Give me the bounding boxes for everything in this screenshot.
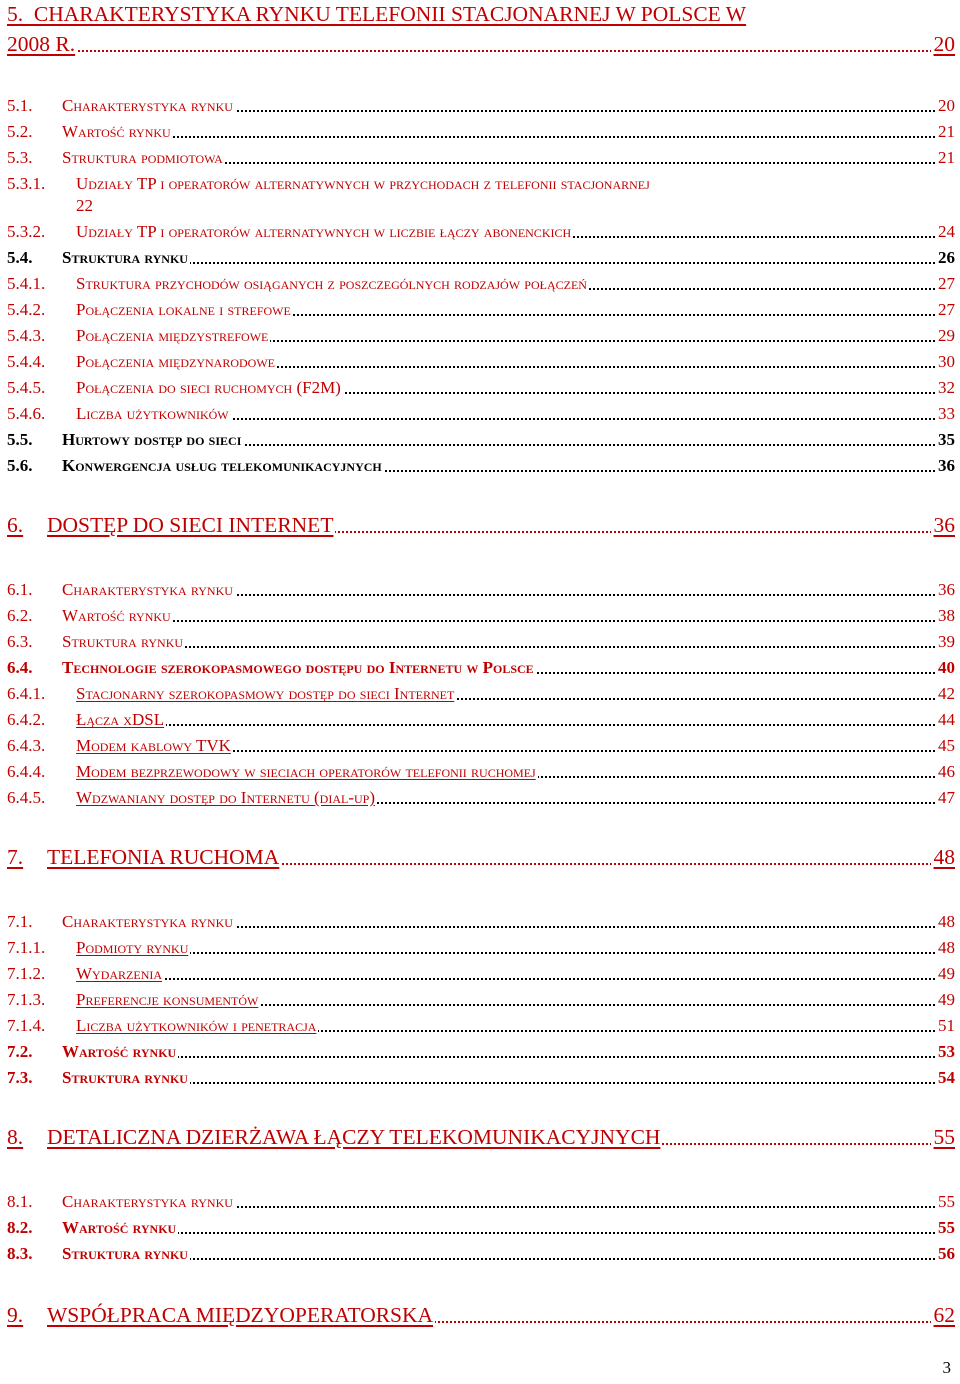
toc-entry-page: 32 (935, 378, 955, 398)
toc-entry-page: 48 (935, 912, 955, 932)
toc-entry-title: Struktura przychodów osiąganych z poszczególnych rodzajów połączeń (76, 274, 587, 293)
toc-entry-line (62, 580, 955, 600)
toc-entry-page: 27 (935, 300, 955, 320)
toc-entry-number: 7.2. (7, 1042, 33, 1061)
toc-entry-number: 8.2. (7, 1218, 33, 1237)
toc-entry-line (62, 430, 955, 450)
toc-entry-title: Charakterystyka rynku (62, 1192, 233, 1211)
toc-entry-title: Charakterystyka rynku (62, 96, 233, 115)
toc-entry-line (76, 222, 955, 242)
toc-entry-title: Modem kablowy TVK (76, 736, 231, 755)
toc-entry-page: 26 (935, 248, 955, 268)
dot-leader (62, 1232, 955, 1234)
toc-entry-title: Połączenia międzystrefowe (76, 326, 269, 345)
toc-entry-number: 5.4.4. (7, 352, 46, 371)
dot-leader (62, 262, 955, 264)
toc-entry-line (76, 938, 955, 958)
toc-entry-line (76, 964, 955, 984)
toc-entry-line (76, 710, 955, 730)
toc-entry-number: 9. (7, 1303, 24, 1327)
dot-leader (62, 646, 955, 648)
toc-entry-title: Charakterystyka rynku (62, 580, 233, 599)
toc-entry-title: Struktura podmiotowa (62, 148, 223, 167)
toc-entry-title: Preferencje konsumentów (76, 990, 259, 1009)
toc-entry-line (62, 658, 955, 678)
toc-entry-title: Technologie szerokopasmowego dostępu do Internetu w Polsce (62, 658, 534, 677)
toc-entry-line (47, 513, 955, 538)
toc-entry-title: DETALICZNA DZIERŻAWA ŁĄCZY TELEKOMUNIKACYJNYCH (47, 1125, 661, 1149)
toc-entry-title: Liczba użytkowników (76, 404, 229, 423)
toc-entry-title: TELEFONIA RUCHOMA (47, 845, 280, 869)
toc-entry-number: 5.1. (7, 96, 33, 115)
toc-entry-page: 44 (935, 710, 955, 730)
toc-entry-page: 48 (931, 845, 956, 870)
toc-entry-title: Połączenia do sieci ruchomych (F2M) (76, 378, 341, 397)
toc-entry-title: Wartość rynku (62, 1042, 177, 1061)
toc-entry-number: 6. (7, 513, 24, 537)
toc-entry-number: 7.1.2. (7, 964, 46, 983)
toc-entry-line (62, 122, 955, 142)
toc-entry-line (76, 762, 955, 782)
toc-entry-number: 6.3. (7, 632, 33, 651)
toc-entry-number: 5.3.2. (7, 222, 46, 241)
toc-entry-number: 6.4.4. (7, 762, 46, 781)
toc-entry-title: Struktura rynku (62, 632, 184, 651)
toc-entry-title: Wartość rynku (62, 1218, 177, 1237)
toc-entry-number: 5.5. (7, 430, 33, 449)
toc-entry-number: 5.4.3. (7, 326, 46, 345)
toc-entry-number: 8. (7, 1125, 24, 1149)
toc-entry-page: 29 (935, 326, 955, 346)
toc-entry-title: Połączenia międzynarodowe (76, 352, 276, 371)
toc-entry-number: 6.1. (7, 580, 33, 599)
toc-entry-title: Podmioty rynku (76, 938, 189, 957)
toc-entry-number: 5.3. (7, 148, 33, 167)
toc-entry-line (62, 1218, 955, 1238)
toc-entry-page: 30 (935, 352, 955, 372)
toc-entry-number: 8.1. (7, 1192, 33, 1211)
toc-entry-page: 45 (935, 736, 955, 756)
toc-entry-page: 36 (935, 456, 955, 476)
toc-entry-page: 55 (935, 1218, 955, 1238)
toc-entry-line (76, 404, 955, 424)
toc-entry-number: 6.4.2. (7, 710, 46, 729)
toc-entry-number: 7.1.3. (7, 990, 46, 1009)
toc-entry-title: Struktura rynku (62, 1244, 188, 1263)
toc-entry-number: 8.3. (7, 1244, 33, 1263)
toc-entry-number: 6.2. (7, 606, 33, 625)
dot-leader (62, 620, 955, 622)
toc-entry-line (62, 1244, 955, 1264)
toc-entry-page: 21 (935, 122, 955, 142)
toc-entry-title: Łącza xDSL (76, 710, 165, 729)
toc-entry-line (76, 174, 955, 194)
dot-leader (62, 1258, 955, 1260)
toc-entry-page: 56 (935, 1244, 955, 1264)
toc-entry-title: Konwergencja usług telekomunikacyjnych (62, 456, 382, 475)
dot-leader (62, 136, 955, 138)
dot-leader (76, 978, 955, 980)
toc-entry-line (76, 788, 955, 808)
toc-entry-title: Stacjonarny szerokopasmowy dostęp do sieci Internet (76, 684, 455, 703)
toc-entry-number: 5.2. (7, 122, 33, 141)
toc-entry-title: Wartość rynku (62, 606, 171, 625)
toc-entry-page: 39 (935, 632, 955, 652)
toc-entry-number: 7.3. (7, 1068, 33, 1087)
toc-entry-line (76, 274, 955, 294)
toc-entry-page: 46 (935, 762, 955, 782)
toc-entry-title: Struktura rynku (62, 248, 188, 267)
toc-entry-number: 5.4.6. (7, 404, 46, 423)
toc-entry-line (76, 1016, 955, 1036)
toc-entry-page: 48 (935, 938, 955, 958)
toc-entry-line (47, 1303, 955, 1328)
toc-entry-line (62, 148, 955, 168)
toc-entry-title: Udziały TP i operatorów alternatywnych w liczbie łączy abonenckich (76, 222, 572, 241)
toc-entry-number: 5.4. (7, 248, 33, 267)
toc-entry-page: 21 (935, 148, 955, 168)
toc-entry-line (62, 456, 955, 476)
toc-entry-title: Udziały TP i operatorów alternatywnych w przychodach z telefonii stacjonarnej (76, 174, 650, 193)
dot-leader (76, 724, 955, 726)
toc-entry-title: DOSTĘP DO SIECI INTERNET (47, 513, 334, 537)
toc-entry-page: 42 (935, 684, 955, 704)
toc-entry-line (76, 352, 955, 372)
toc-entry-page: 53 (935, 1042, 955, 1062)
toc-entry-line (76, 326, 955, 346)
toc-entry-title: Charakterystyka rynku (62, 912, 233, 931)
page-number: 3 (942, 1358, 951, 1377)
toc-entry-number: 6.4.3. (7, 736, 46, 755)
toc-entry-number: 7. (7, 845, 24, 869)
toc-entry-line (62, 606, 955, 626)
toc-entry-line (76, 990, 955, 1010)
toc-entry-title: Wdzwaniany dostęp do Internetu (dial-up) (76, 788, 376, 807)
toc-entry-number: 5.4.2. (7, 300, 46, 319)
toc-entry-number: 5.3.1. (7, 174, 46, 193)
toc-entry-number: 5.4.1. (7, 274, 46, 293)
toc-entry-title: Modem bezprzewodowy w sieciach operatorów telefonii ruchomej (76, 762, 536, 781)
dot-leader (62, 1056, 955, 1058)
toc-entry-line (76, 378, 955, 398)
toc-entry-page: 20 (935, 96, 955, 116)
toc-entry-line (47, 845, 955, 870)
toc-entry-page: 40 (935, 658, 955, 678)
toc-entry-number: 7.1.1. (7, 938, 46, 957)
toc-entry-page: 36 (935, 580, 955, 600)
toc-entry-title: Wydarzenia (76, 964, 163, 983)
dot-leader (62, 1082, 955, 1084)
toc-entry-page: 49 (935, 990, 955, 1010)
toc-entry-page: 49 (935, 964, 955, 984)
toc-entry-title: Hurtowy dostęp do sieci (62, 430, 242, 449)
toc-entry-line (62, 1192, 955, 1212)
toc-entry-page: 62 (931, 1303, 956, 1328)
toc-entry-number: 6.4. (7, 658, 33, 677)
toc-entry-number: 5.6. (7, 456, 33, 475)
toc-entry-page: 47 (935, 788, 955, 808)
toc-entry-page: 36 (931, 513, 956, 538)
toc-entry-line (76, 684, 955, 704)
toc-entry-line (76, 736, 955, 756)
toc-entry-line (62, 1068, 955, 1088)
toc-entry-number: 7.1.4. (7, 1016, 46, 1035)
toc-entry-line (62, 96, 955, 116)
toc-entry-line (62, 632, 955, 652)
toc-entry-line (62, 1042, 955, 1062)
toc-entry-page: 51 (935, 1016, 955, 1036)
toc-entry-page: 55 (935, 1192, 955, 1212)
toc-entry-number: 7.1. (7, 912, 33, 931)
toc-entry-title: Liczba użytkowników i penetracja (76, 1016, 317, 1035)
toc-entry-line (62, 912, 955, 932)
toc-entry-page: 54 (935, 1068, 955, 1088)
toc-entry-title: Wartość rynku (62, 122, 171, 141)
toc-entry-page: 38 (935, 606, 955, 626)
toc-entry-page: 24 (935, 222, 955, 242)
toc-entry-page: 33 (935, 404, 955, 424)
toc-entry-line (62, 248, 955, 268)
toc-entry-number: 6.4.5. (7, 788, 46, 807)
toc-entry-page: 27 (935, 274, 955, 294)
toc-entry-line (47, 1125, 955, 1150)
toc-entry-page: 35 (935, 430, 955, 450)
toc-entry-title: Struktura rynku (62, 1068, 188, 1087)
toc-chapter-5-line1[interactable]: 5. CHARAKTERYSTYKA RYNKU TELEFONII STACJONARNEJ W POLSCE W (7, 2, 747, 26)
toc-entry-page: 55 (931, 1125, 956, 1150)
toc-entry-number: 6.4.1. (7, 684, 46, 703)
toc-entry-line (76, 300, 955, 320)
toc-entry-number: 5.4.5. (7, 378, 46, 397)
toc-entry-title: WSPÓŁPRACA MIĘDZYOPERATORSKA (47, 1303, 434, 1327)
dot-leader (76, 952, 955, 954)
toc-entry-title: Połączenia lokalne i strefowe (76, 300, 291, 319)
toc-entry-page: 22 (76, 196, 93, 215)
